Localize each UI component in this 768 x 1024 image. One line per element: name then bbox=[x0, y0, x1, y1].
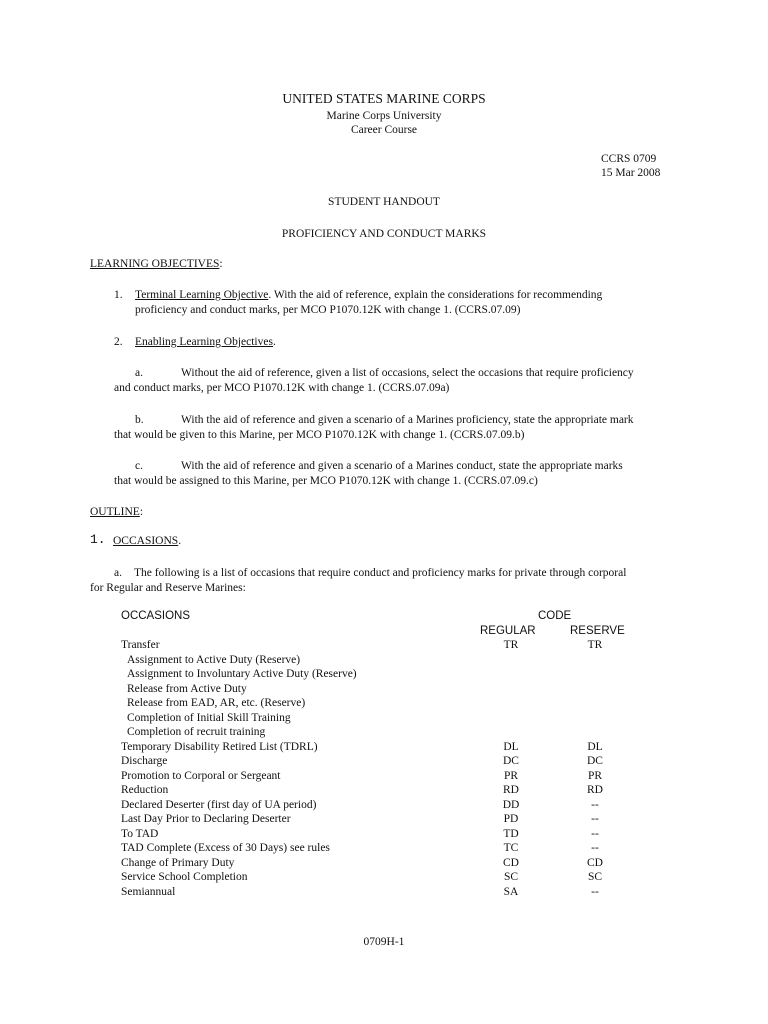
regular-code-cell: DC bbox=[503, 755, 519, 767]
occasions-title: OCCASIONS bbox=[113, 535, 179, 547]
occasion-cell: Discharge bbox=[121, 755, 168, 767]
sub-c-line1: With the aid of reference and given a scenario of a Marines conduct, state the appropriate marks bbox=[181, 460, 623, 472]
reserve-code-cell: -- bbox=[591, 813, 599, 825]
course-name: Career Course bbox=[350, 124, 418, 136]
regular-column-header: REGULAR bbox=[480, 625, 536, 637]
table-row bbox=[0, 769, 768, 784]
sub-b-line1: With the aid of reference and given a scenario of a Marines proficiency, state the appropriate mark bbox=[181, 414, 634, 426]
regular-code-cell: PR bbox=[503, 769, 519, 782]
occasions-period: . bbox=[178, 535, 182, 547]
sub-c-line2: that would be assigned to this Marine, per MCO P1070.12K with change 1. (CCRS.07.09.c) bbox=[114, 475, 538, 487]
table-row bbox=[0, 740, 768, 755]
sub-b-letter: b. bbox=[135, 414, 144, 426]
regular-code-cell: TC bbox=[503, 842, 519, 854]
document-date: 15 Mar 2008 bbox=[601, 167, 661, 179]
code-column-header: CODE bbox=[538, 610, 572, 622]
table-row bbox=[0, 696, 768, 711]
reserve-code-cell: -- bbox=[591, 798, 599, 811]
reserve-code-cell: DC bbox=[587, 755, 603, 767]
outline-heading-colon: : bbox=[139, 506, 144, 518]
table-row bbox=[0, 667, 768, 682]
table-row bbox=[0, 653, 768, 668]
occasion-cell: Promotion to Corporal or Sergeant bbox=[121, 769, 281, 782]
course-code: CCRS 0709 bbox=[601, 153, 657, 165]
table-row bbox=[0, 841, 768, 856]
reserve-code-cell: TR bbox=[587, 639, 603, 651]
regular-code-cell: TD bbox=[503, 827, 519, 840]
regular-code-cell: PD bbox=[503, 813, 519, 825]
sub-a-letter: a. bbox=[135, 367, 143, 379]
reserve-code-cell: RD bbox=[587, 784, 603, 796]
org-name: UNITED STATES MARINE CORPS bbox=[282, 91, 486, 106]
learning-objectives-heading-colon: : bbox=[219, 258, 223, 270]
occasion-cell: To TAD bbox=[121, 827, 159, 840]
section-1-number: 1. bbox=[90, 532, 106, 547]
regular-code-cell: DL bbox=[503, 740, 519, 753]
enabling-objectives-period: . bbox=[272, 336, 276, 348]
occasion-cell: Last Day Prior to Declaring Deserter bbox=[121, 813, 291, 825]
regular-code-cell: CD bbox=[503, 856, 519, 869]
occasion-cell: Temporary Disability Retired List (TDRL) bbox=[121, 740, 318, 753]
learning-objectives-heading-text: LEARNING OBJECTIVES bbox=[90, 258, 220, 270]
para-a-line1: The following is a list of occasions that require conduct and proficiency marks for private through corporal bbox=[134, 567, 627, 579]
regular-code-cell: TR bbox=[503, 639, 519, 651]
para-a-letter: a. bbox=[114, 567, 122, 579]
occasion-cell: Release from Active Duty bbox=[127, 682, 247, 695]
reserve-code-cell: -- bbox=[591, 827, 599, 840]
objective-2-number: 2. bbox=[114, 336, 123, 348]
occasion-cell: Completion of recruit training bbox=[127, 726, 266, 738]
reserve-code-cell: CD bbox=[587, 856, 603, 869]
school-name: Marine Corps University bbox=[326, 110, 442, 122]
occasion-cell: Reduction bbox=[121, 784, 169, 796]
regular-code-cell: SC bbox=[503, 871, 519, 883]
regular-code-cell: DD bbox=[502, 798, 520, 811]
table-row bbox=[0, 870, 768, 885]
table-row bbox=[0, 812, 768, 827]
reserve-code-cell: DL bbox=[587, 740, 603, 753]
occasion-cell: Transfer bbox=[121, 639, 160, 651]
table-row bbox=[0, 856, 768, 871]
sub-c-letter: c. bbox=[135, 460, 143, 472]
reserve-column-header: RESERVE bbox=[570, 625, 625, 637]
terminal-objective-text: . With the aid of reference, explain the considerations for recommending bbox=[268, 289, 603, 301]
terminal-objective-title: Terminal Learning Objective bbox=[135, 289, 269, 301]
sub-a-line1: Without the aid of reference, given a list of occasions, select the occasions that require proficiency bbox=[181, 367, 634, 379]
occasion-cell: Change of Primary Duty bbox=[121, 856, 235, 869]
table-row bbox=[0, 638, 768, 653]
reserve-code-cell: PR bbox=[587, 769, 603, 782]
regular-code-cell: SA bbox=[503, 885, 519, 898]
reserve-code-cell: -- bbox=[591, 842, 599, 854]
table-row bbox=[0, 754, 768, 769]
table-row bbox=[0, 827, 768, 842]
objective-1-line2: proficiency and conduct marks, per MCO P1070.12K with change 1. (CCRS.07.09) bbox=[135, 304, 521, 316]
page-number: 0709H-1 bbox=[363, 936, 405, 948]
occasion-cell: Release from EAD, AR, etc. (Reserve) bbox=[127, 697, 306, 709]
occasion-cell: TAD Complete (Excess of 30 Days) see rules bbox=[121, 842, 330, 854]
occasion-cell: Completion of Initial Skill Training bbox=[127, 711, 291, 724]
occasion-cell: Declared Deserter (first day of UA period) bbox=[121, 798, 317, 811]
table-row bbox=[0, 798, 768, 813]
reserve-code-cell: -- bbox=[591, 885, 599, 898]
outline-heading-text: OUTLINE bbox=[90, 506, 140, 518]
occasion-cell: Service School Completion bbox=[121, 871, 248, 883]
enabling-objectives-title: Enabling Learning Objectives bbox=[135, 336, 273, 348]
sub-b-line2: that would be given to this Marine, per MCO P1070.12K with change 1. (CCRS.07.09.b) bbox=[114, 429, 525, 441]
regular-code-cell: RD bbox=[503, 784, 519, 796]
table-row bbox=[0, 783, 768, 798]
document-title: PROFICIENCY AND CONDUCT MARKS bbox=[281, 228, 487, 240]
occasions-column-header: OCCASIONS bbox=[121, 610, 191, 622]
objective-1-number: 1. bbox=[114, 289, 123, 301]
occasion-cell: Semiannual bbox=[121, 885, 176, 898]
sub-a-line2: and conduct marks, per MCO P1070.12K with change 1. (CCRS.07.09a) bbox=[114, 382, 450, 394]
table-row bbox=[0, 885, 768, 900]
table-row bbox=[0, 711, 768, 726]
table-row bbox=[0, 682, 768, 697]
para-a-line2: for Regular and Reserve Marines: bbox=[90, 582, 246, 594]
table-row bbox=[0, 725, 768, 740]
reserve-code-cell: SC bbox=[587, 871, 603, 883]
occasion-cell: Assignment to Involuntary Active Duty (Reserve) bbox=[127, 668, 357, 680]
document-type: STUDENT HANDOUT bbox=[328, 196, 440, 208]
occasion-cell: Assignment to Active Duty (Reserve) bbox=[127, 653, 301, 666]
